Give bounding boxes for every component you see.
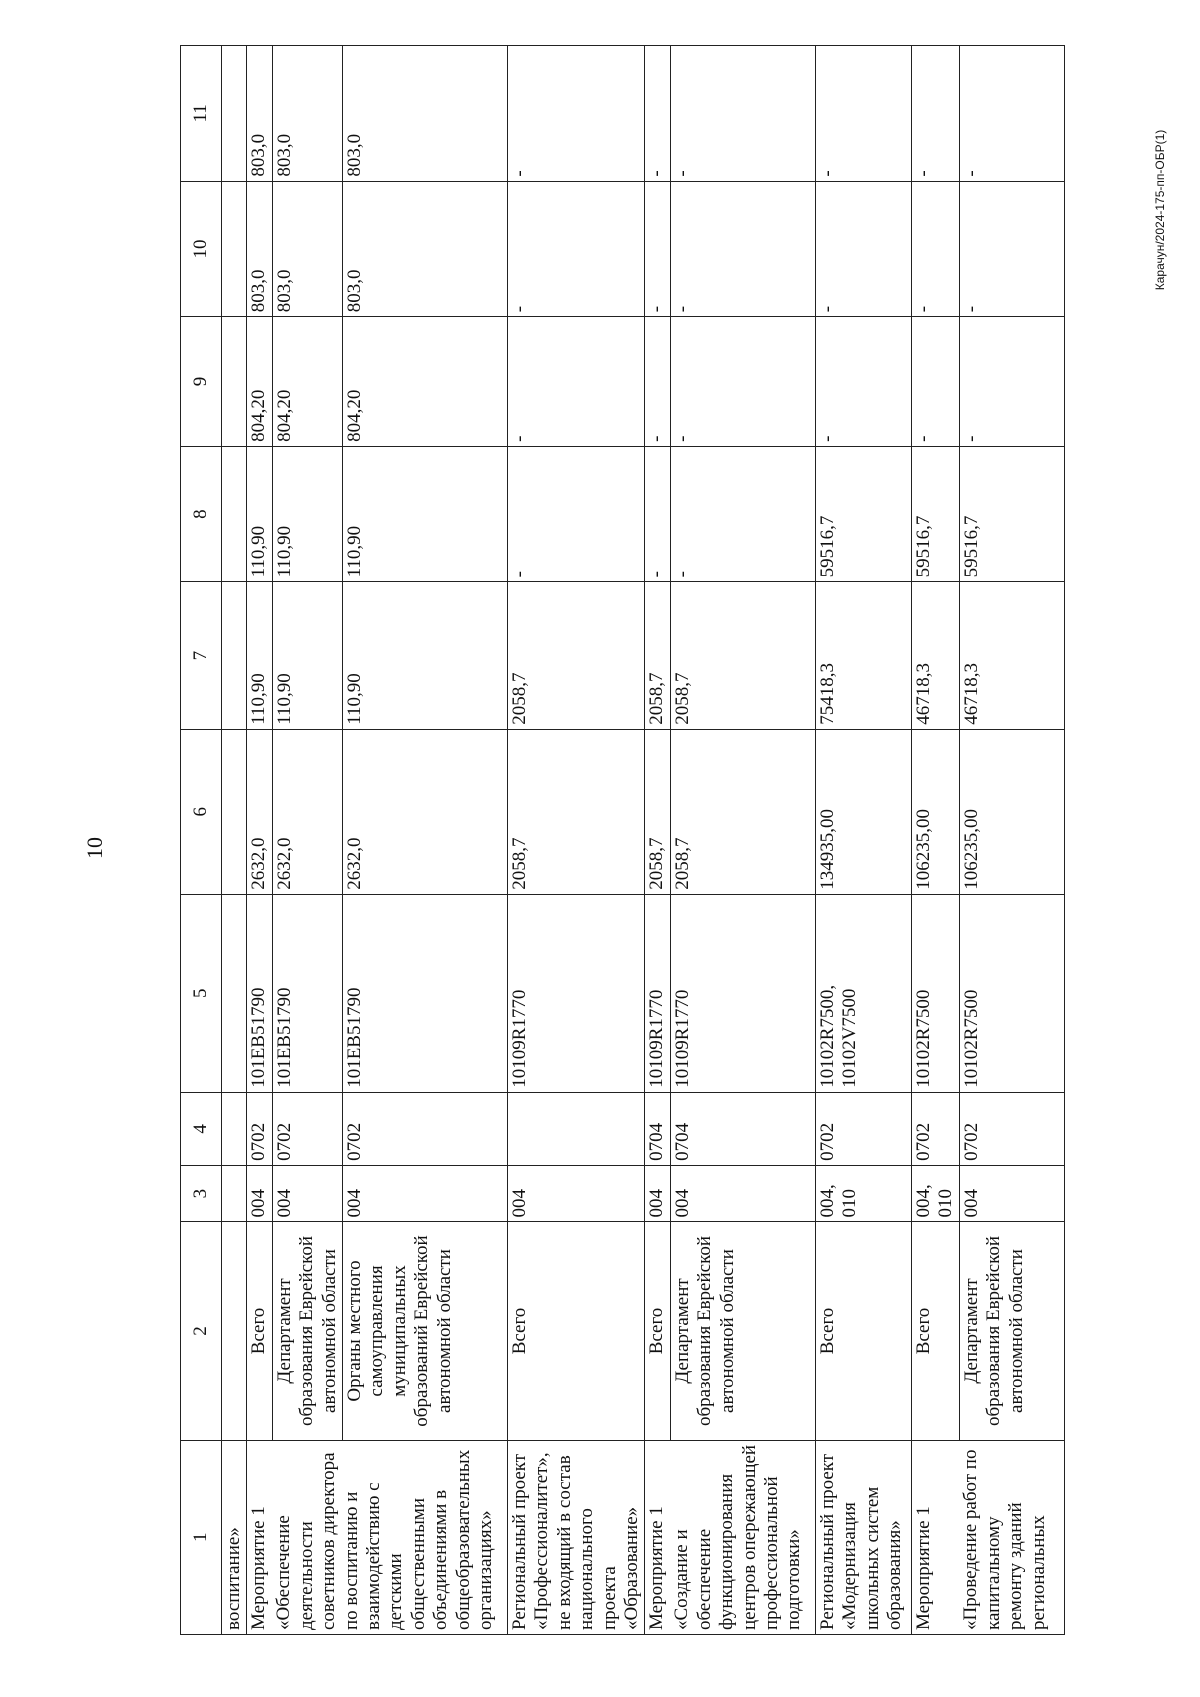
cell-c5: 10109R1770 — [508, 894, 645, 1092]
cell-c4: 0702 — [343, 1092, 508, 1165]
cell-c5: 10102R7500 — [959, 894, 1064, 1092]
cell-c11: - — [508, 46, 645, 182]
cell-c5 — [222, 894, 247, 1092]
row-name: воспитание» — [222, 1440, 247, 1634]
cell-c9: - — [911, 317, 959, 447]
executor-cell: Органы местного самоуправления муниципальных образований Еврейской автономной области — [343, 1222, 508, 1440]
cell-c6: 134935,00 — [815, 729, 911, 894]
cell-c10: 803,0 — [343, 181, 508, 317]
cell-c5: 10102R7500, 10102V7500 — [815, 894, 911, 1092]
budget-table — [180, 45, 1065, 1635]
cell-c8 — [222, 446, 247, 582]
cell-c9: 804,20 — [247, 317, 272, 447]
cell-c4: 0702 — [247, 1092, 272, 1165]
cell-c6: 2058,7 — [645, 729, 670, 894]
cell-c5: 101EB51790 — [343, 894, 508, 1092]
cell-c10: - — [911, 181, 959, 317]
table-row — [343, 46, 508, 1635]
cell-c6: 2632,0 — [247, 729, 272, 894]
cell-c5: 101EB51790 — [272, 894, 342, 1092]
cell-c10: - — [645, 181, 670, 317]
cell-c4 — [508, 1092, 645, 1165]
cell-c6: 2058,7 — [508, 729, 645, 894]
cell-c10: - — [670, 181, 815, 317]
row-name: Региональный проект «Профессионалитет», не входящий в состав национального проекта «Образование» — [508, 1440, 645, 1634]
cell-c11: - — [670, 46, 815, 182]
column-header: 3 — [181, 1165, 222, 1222]
cell-c5: 10102R7500 — [911, 894, 959, 1092]
table-row — [911, 46, 959, 1635]
row-name: «Создание и обеспечение функционирования центров опережающей профессиональной подготовки» — [670, 1440, 815, 1634]
cell-c9: - — [645, 317, 670, 447]
row-name: Региональный проект «Модернизация школьных систем образования» — [815, 1440, 911, 1634]
cell-c10: 803,0 — [272, 181, 342, 317]
cell-c5: 10109R1770 — [670, 894, 815, 1092]
table-row — [645, 46, 670, 1635]
cell-c3 — [222, 1165, 247, 1222]
cell-c6 — [222, 729, 247, 894]
cell-c4: 0704 — [645, 1092, 670, 1165]
cell-c7: 46718,3 — [911, 582, 959, 729]
cell-c3: 004 — [343, 1165, 508, 1222]
cell-c11: - — [645, 46, 670, 182]
executor-cell: Всего — [645, 1222, 670, 1440]
cell-c7: 75418,3 — [815, 582, 911, 729]
cell-c11: 803,0 — [247, 46, 272, 182]
column-header: 10 — [181, 181, 222, 317]
cell-c11 — [222, 46, 247, 182]
executor-cell: Всего — [247, 1222, 272, 1440]
cell-c7: 110,90 — [343, 582, 508, 729]
cell-c8: 110,90 — [343, 446, 508, 582]
cell-c6: 2632,0 — [272, 729, 342, 894]
executor-cell: Департамент образования Еврейской автономной области — [959, 1222, 1064, 1440]
table-row — [222, 46, 247, 1635]
cell-c9: - — [959, 317, 1064, 447]
cell-c4: 0702 — [959, 1092, 1064, 1165]
executor-cell: Всего — [508, 1222, 645, 1440]
row-name: «Обеспечение деятельности советников директора по воспитанию и взаимодействию с детскими общественными объединениями в общеобразовательных организациях» — [272, 1440, 507, 1634]
cell-c3: 004 — [670, 1165, 815, 1222]
cell-c11: - — [959, 46, 1064, 182]
cell-c5: 101EB51790 — [247, 894, 272, 1092]
cell-c9: 804,20 — [272, 317, 342, 447]
cell-c8: - — [670, 446, 815, 582]
cell-c6: 2632,0 — [343, 729, 508, 894]
cell-c9: 804,20 — [343, 317, 508, 447]
cell-c9: - — [670, 317, 815, 447]
cell-c11: 803,0 — [272, 46, 342, 182]
executor-cell: Департамент образования Еврейской автономной области — [272, 1222, 342, 1440]
cell-c8: - — [508, 446, 645, 582]
cell-c10 — [222, 181, 247, 317]
table-row — [959, 46, 1064, 1635]
table-row — [815, 46, 911, 1635]
column-header: 2 — [181, 1222, 222, 1440]
cell-c9: - — [815, 317, 911, 447]
cell-c7 — [222, 582, 247, 729]
cell-c4: 0704 — [670, 1092, 815, 1165]
cell-c11: - — [815, 46, 911, 182]
cell-c10: - — [508, 181, 645, 317]
cell-c4: 0702 — [272, 1092, 342, 1165]
table-row — [272, 46, 342, 1635]
budget-table-rotated — [180, 45, 1065, 1635]
cell-c3: 004 — [508, 1165, 645, 1222]
row-name: Мероприятие 1 — [911, 1440, 959, 1634]
cell-c8: 59516,7 — [815, 446, 911, 582]
cell-c7: 46718,3 — [959, 582, 1064, 729]
executor-cell: Всего — [815, 1222, 911, 1440]
cell-c6: 106235,00 — [959, 729, 1064, 894]
cell-c8: - — [645, 446, 670, 582]
table-row — [247, 46, 272, 1635]
column-header: 11 — [181, 46, 222, 182]
cell-c10: - — [959, 181, 1064, 317]
row-name: Мероприятие 1 — [247, 1440, 272, 1634]
cell-c3: 004, 010 — [815, 1165, 911, 1222]
cell-c8: 110,90 — [247, 446, 272, 582]
cell-c11: 803,0 — [343, 46, 508, 182]
cell-c7: 2058,7 — [508, 582, 645, 729]
document-code: Карачун/2024-175-пп-ОБР(1) — [1153, 129, 1167, 291]
column-header: 7 — [181, 582, 222, 729]
cell-c7: 2058,7 — [670, 582, 815, 729]
cell-c7: 110,90 — [272, 582, 342, 729]
column-header: 4 — [181, 1092, 222, 1165]
column-number-row — [181, 46, 222, 1635]
cell-c10: 803,0 — [247, 181, 272, 317]
cell-c11: - — [911, 46, 959, 182]
table-row — [670, 46, 815, 1635]
cell-c3: 004 — [272, 1165, 342, 1222]
executor-cell: Всего — [911, 1222, 959, 1440]
cell-c6: 2058,7 — [670, 729, 815, 894]
cell-c8: 59516,7 — [959, 446, 1064, 582]
row-name: Мероприятие 1 — [645, 1440, 670, 1634]
page-number: 10 — [82, 837, 107, 859]
column-header: 9 — [181, 317, 222, 447]
cell-c4: 0702 — [815, 1092, 911, 1165]
column-header: 8 — [181, 446, 222, 582]
cell-c7: 110,90 — [247, 582, 272, 729]
cell-c8: 110,90 — [272, 446, 342, 582]
cell-c10: - — [815, 181, 911, 317]
cell-c4 — [222, 1092, 247, 1165]
cell-c8: 59516,7 — [911, 446, 959, 582]
row-name: «Проведение работ по капитальному ремонту зданий региональных — [959, 1440, 1064, 1634]
cell-c4: 0702 — [911, 1092, 959, 1165]
cell-c3: 004 — [959, 1165, 1064, 1222]
table-row — [508, 46, 645, 1635]
executor-cell: Департамент образования Еврейской автономной области — [670, 1222, 815, 1440]
cell-c9: - — [508, 317, 645, 447]
column-header: 5 — [181, 894, 222, 1092]
column-header: 1 — [181, 1440, 222, 1634]
cell-c5: 10109R1770 — [645, 894, 670, 1092]
cell-c3: 004 — [247, 1165, 272, 1222]
cell-c6: 106235,00 — [911, 729, 959, 894]
cell-c7: 2058,7 — [645, 582, 670, 729]
cell-c3: 004, 010 — [911, 1165, 959, 1222]
cell-c9 — [222, 317, 247, 447]
cell-c3: 004 — [645, 1165, 670, 1222]
executor-cell — [222, 1222, 247, 1440]
column-header: 6 — [181, 729, 222, 894]
